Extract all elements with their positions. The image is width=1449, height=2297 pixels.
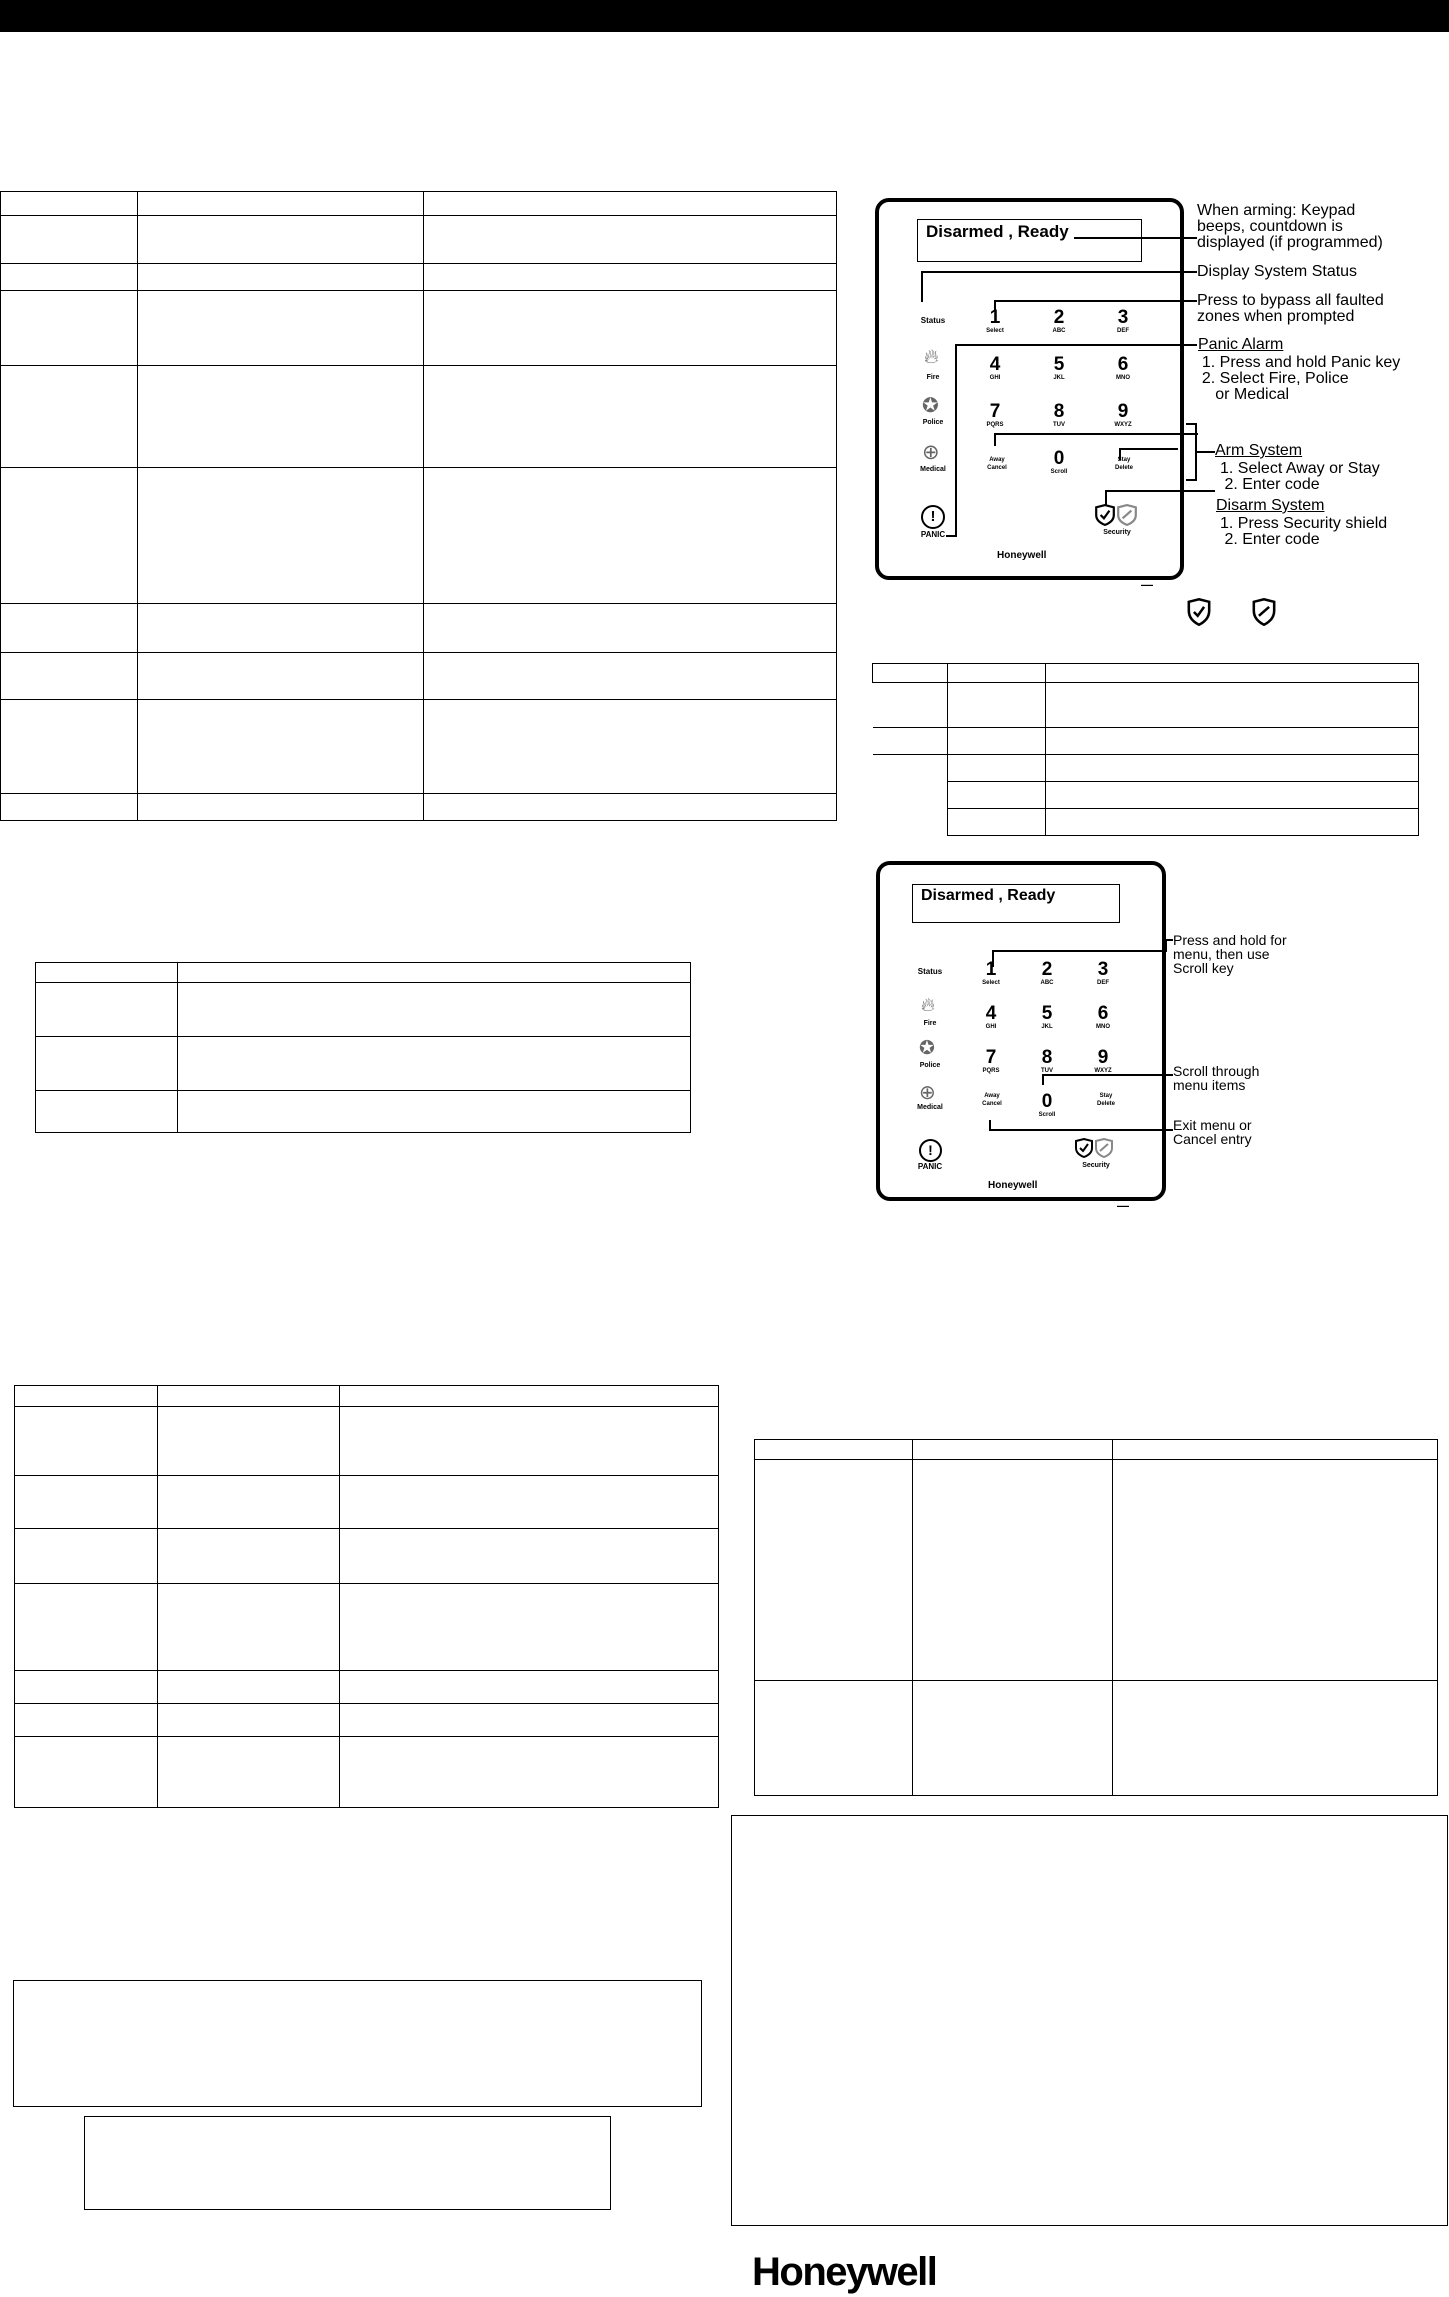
key-digit: 6 (1097, 1003, 1109, 1024)
figure-code-2: ▬▬▬ (1117, 1203, 1129, 1208)
callout-exit: Exit menu or Cancel entry (1173, 1117, 1252, 1147)
key-sublabel: TUV (1053, 422, 1065, 428)
status-key-label[interactable]: Status (920, 316, 946, 325)
callout-arming: When arming: Keypad beeps, countdown is displayed (if programmed) (1197, 202, 1383, 251)
key-digit: 3 (1117, 307, 1129, 328)
fire-key-label[interactable]: Fire (926, 374, 940, 381)
keypad-key-4[interactable] (975, 355, 1015, 382)
key-sublabel: TUV (1041, 1068, 1053, 1074)
key-digit: 6 (1117, 354, 1129, 375)
panic-icon[interactable]: ! (921, 505, 945, 529)
table-user-functions (754, 1439, 1438, 1796)
menu-keypad-key-0[interactable] (1027, 1092, 1067, 1119)
menu-keypad-key-3[interactable] (1083, 960, 1123, 987)
security-shield-icon-2[interactable] (1074, 1138, 1114, 1158)
key-digit: 1 (985, 959, 997, 980)
key-sublabel: GHI (989, 375, 1001, 381)
key-digit: 5 (1053, 354, 1065, 375)
key-sublabel: Select (986, 328, 1004, 334)
status-key-label-2[interactable]: Status (917, 967, 943, 976)
medical-key-label-2[interactable]: Medical (917, 1104, 943, 1111)
table-key-functions (35, 962, 691, 1133)
key-sublabel: PQRS (986, 422, 1004, 428)
keypad-menu-brand-logo: Honeywell (988, 1180, 1038, 1191)
security-key-label: Security (1103, 529, 1131, 536)
callout-bypass: Press to bypass all faulted zones when prompted (1197, 292, 1384, 325)
key-sublabel: WXYZ (1094, 1068, 1112, 1074)
security-key-label-2: Security (1082, 1162, 1110, 1169)
note-box-small (84, 2116, 611, 2210)
key-digit: 2 (1053, 307, 1065, 328)
fire-icon: 🔥︎ (924, 346, 939, 368)
key-digit: 0 (1053, 448, 1065, 469)
medical-cross-icon: ⊕ (922, 441, 940, 464)
callout-status: Display System Status (1197, 263, 1358, 280)
callout-panic-steps: 1. Press and hold Panic key 2. Select Fire, Police or Medical (1201, 354, 1401, 403)
away-cancel-key-2[interactable]: Away Cancel (982, 1093, 1002, 1107)
security-shield-icon[interactable] (1094, 504, 1138, 526)
keypad-display: Disarmed , Ready (917, 219, 1142, 262)
menu-keypad-key-2[interactable] (1027, 960, 1067, 987)
shield-disarmed-icon (1251, 598, 1277, 626)
menu-keypad-key-1[interactable] (971, 960, 1011, 987)
table-system-messages (14, 1385, 719, 1808)
stay-delete-key-2[interactable]: Stay Delete (1096, 1093, 1115, 1107)
medical-key-label[interactable]: Medical (920, 466, 946, 473)
callout-scroll: Scroll through menu items (1173, 1063, 1260, 1093)
panic-icon-2[interactable]: ! (919, 1139, 942, 1162)
fire-icon-2: 🔥︎ (921, 995, 935, 1016)
police-key-label-2[interactable]: Police (919, 1062, 941, 1069)
keypad-key-5[interactable] (1039, 355, 1079, 382)
key-sublabel: DEF (1117, 328, 1129, 334)
keypad-key-8[interactable] (1039, 402, 1079, 429)
table-shield-legend (872, 663, 1419, 836)
figure-code: ▬▬▬ (1141, 582, 1153, 587)
key-digit: 1 (989, 307, 1001, 328)
key-digit: 9 (1097, 1047, 1109, 1068)
key-sublabel: MNO (1096, 1024, 1110, 1030)
key-sublabel: JKL (1053, 375, 1065, 381)
keypad-key-7[interactable] (975, 402, 1015, 429)
header-bar (0, 0, 1449, 32)
keypad-key-6[interactable] (1103, 355, 1143, 382)
callout-arm-steps: 1. Select Away or Stay 2. Enter code (1220, 460, 1380, 493)
menu-keypad-key-6[interactable] (1083, 1004, 1123, 1031)
panic-key-label-2[interactable]: PANIC (917, 1162, 943, 1171)
medical-cross-icon-2: ⊕ (919, 1082, 936, 1104)
key-sublabel: JKL (1041, 1024, 1053, 1030)
table-arming-modes (0, 191, 837, 821)
police-badge-icon: ✪ (922, 395, 939, 417)
key-digit: 8 (1053, 401, 1065, 422)
key-digit: 5 (1041, 1003, 1053, 1024)
key-sublabel: PQRS (982, 1068, 1000, 1074)
panic-key-label[interactable]: PANIC (920, 530, 946, 539)
menu-keypad-key-5[interactable] (1027, 1004, 1067, 1031)
key-sublabel: Scroll (1038, 1112, 1056, 1118)
keypad-key-2[interactable] (1039, 308, 1079, 335)
keypad-brand-logo: Honeywell (997, 550, 1047, 561)
key-digit: 0 (1041, 1091, 1053, 1112)
key-sublabel: WXYZ (1114, 422, 1132, 428)
callout-disarm-title: Disarm System (1216, 497, 1325, 514)
key-sublabel: DEF (1097, 980, 1109, 986)
callout-menu: Press and hold for menu, then use Scroll key (1173, 932, 1287, 976)
menu-keypad-key-9[interactable] (1083, 1048, 1123, 1075)
footer-brand-logo: Honeywell (752, 2250, 937, 2294)
key-sublabel: ABC (1040, 980, 1054, 986)
key-sublabel: ABC (1052, 328, 1066, 334)
key-digit: 7 (989, 401, 1001, 422)
callout-disarm-steps: 1. Press Security shield 2. Enter code (1220, 515, 1388, 548)
keypad-key-3[interactable] (1103, 308, 1143, 335)
police-key-label[interactable]: Police (922, 419, 944, 426)
keypad-key-0[interactable] (1039, 449, 1079, 476)
key-digit: 3 (1097, 959, 1109, 980)
key-digit: 7 (985, 1047, 997, 1068)
police-badge-icon-2: ✪ (919, 1038, 935, 1059)
key-digit: 2 (1041, 959, 1053, 980)
callout-panic-title: Panic Alarm (1198, 336, 1284, 353)
key-digit: 4 (989, 354, 1001, 375)
keypad-key-1[interactable] (975, 308, 1015, 335)
shield-armed-icon (1186, 598, 1212, 626)
menu-keypad-key-4[interactable] (971, 1004, 1011, 1031)
key-sublabel: MNO (1116, 375, 1130, 381)
keypad-menu-display: Disarmed , Ready (912, 884, 1120, 923)
key-sublabel: GHI (985, 1024, 997, 1030)
fire-key-label-2[interactable]: Fire (923, 1020, 937, 1027)
key-digit: 9 (1117, 401, 1129, 422)
menu-keypad-key-8[interactable] (1027, 1048, 1067, 1075)
stay-delete-key[interactable]: Stay Delete (1114, 457, 1133, 471)
key-digit: 4 (985, 1003, 997, 1024)
info-box (731, 1815, 1448, 2226)
key-digit: 8 (1041, 1047, 1053, 1068)
note-box (13, 1980, 702, 2107)
menu-keypad-key-7[interactable] (971, 1048, 1011, 1075)
keypad-key-9[interactable] (1103, 402, 1143, 429)
key-sublabel: Select (982, 980, 1000, 986)
key-sublabel: Scroll (1050, 469, 1068, 475)
away-cancel-key[interactable]: Away Cancel (987, 457, 1007, 471)
callout-arm-title: Arm System (1215, 442, 1303, 459)
